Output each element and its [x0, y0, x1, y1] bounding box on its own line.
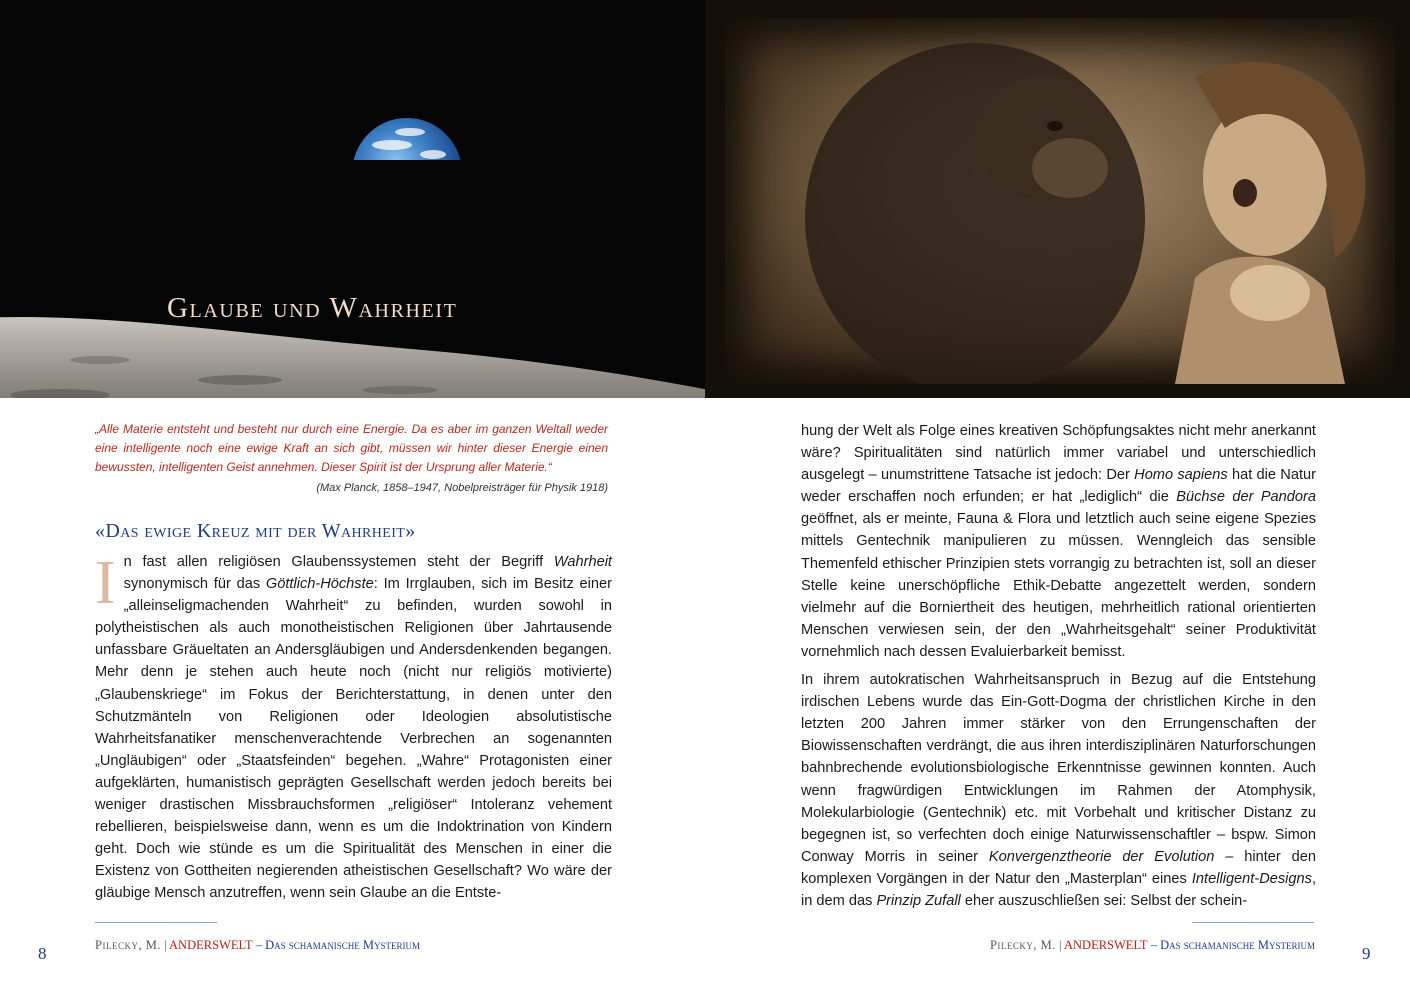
- footer-author: Pilecky, M.: [95, 938, 161, 952]
- emphasis-prinzip-zufall: Prinzip Zufall: [876, 892, 961, 909]
- right-paragraph-1: [801, 420, 1316, 663]
- page-number-right: 9: [1362, 944, 1371, 963]
- emphasis-pandora: Büchse der Pandora: [1176, 489, 1316, 506]
- footer-subtitle: – Das schamanische Mysterium: [1147, 938, 1315, 952]
- text-segment: synonymisch für das: [123, 576, 266, 593]
- emphasis-wahrheit: Wahrheit: [553, 554, 612, 570]
- footer-rule-right: [1192, 922, 1314, 923]
- chapter-title: Glaube und Wahrheit: [167, 292, 458, 324]
- text-segment: hat die Natur weder erschaffen noch erfunden; er hat „lediglich“ die: [801, 467, 1316, 506]
- drop-cap: I: [95, 549, 116, 617]
- footer-separator: |: [160, 938, 170, 952]
- earthrise-image: [0, 0, 705, 398]
- emphasis-konvergenz: Konvergenztheorie der Evolution: [988, 848, 1215, 865]
- page-number-left: 8: [38, 944, 47, 963]
- text-segment: , in dem das: [801, 870, 1316, 909]
- sepia-photo: [725, 18, 1395, 384]
- planck-quote: „Alle Materie entsteht und besteht nur durch eine Energie. Da es aber im ganzen Weltall weder eine intelligente noch eine ewige Kraft an sich gibt, müssen wir hinter dieser Energie einen bewussten, intelligenten Geist annehmen. Dieser Spirit ist der Ursprung aller Materie.“: [95, 422, 608, 474]
- left-paragraph: [95, 551, 612, 905]
- footer-separator: |: [1055, 938, 1064, 952]
- text-segment: – hinter den komplexen Vorgängen in der Natur den „Masterplan“ eines: [801, 848, 1316, 887]
- right-body-column: [801, 420, 1316, 912]
- footer-left: [95, 938, 420, 953]
- text-segment: geöffnet, als er meinte, Fauna & Flora und letztlich auch seine eigene Spezies mittels Gentechnik manipulieren zu müssen. Wenngleich das sensible Themenfeld ethischer Prinzipien stets vorrangig zu betrachten ist, soll an dieser Stelle keine unerschöpfliche Ethik-Debatte angezettelt werden, sondern vielmehr auf die Borniertheit des heutigen, mehrheitlich rational orientierten Menschen verwiesen sein, der den „Wahrheitsgehalt“ seiner Produktivität vornehmlich nach dessen Evaluierbarkeit bemisst.: [801, 511, 1316, 660]
- emphasis-homo-sapiens: Homo sapiens: [1134, 467, 1228, 484]
- footer-subtitle: – Das schamanische Mysterium: [252, 938, 421, 952]
- emphasis-goettlich: Göttlich-Höchste: [265, 576, 374, 593]
- footer-book-title: ANDERSWELT: [169, 938, 253, 952]
- footer-author: Pilecky, M.: [989, 938, 1056, 952]
- left-body-column: [95, 551, 612, 905]
- gorilla-woman-image: [705, 0, 1410, 398]
- text-segment: eher auszuschließen sei: Selbst der schein-: [960, 892, 1248, 909]
- text-segment: In ihrem autokratischen Wahrheitsanspruch in Bezug auf die Entstehung irdischen Lebens wurde das Ein-Gott-Dogma der christlichen Kirche in den letzten 200 Jahren immer stärker von den Errungenschaften der Biowissenschaften verdrängt, die aus ihren interdisziplinären Naturforschungen bahnbrechende evolutionsbiologische Erkenntnisse gewinnen konnten. Auch wenn fragwürdigen Entwicklungen im Rahmen der Atomphysik, Molekularbiologie (Gentechnik) etc. mit Vorbehalt und kritischer Distanz zu begegnen ist, so verfechten doch einige Naturwissenschaftler – bspw. Simon Conway Morris in seiner: [801, 672, 1316, 865]
- section-heading: «Das ewige Kreuz mit der Wahrheit»: [95, 520, 416, 542]
- right-paragraph-2: [801, 669, 1316, 912]
- quote-attribution: (Max Planck, 1858–1947, Nobelpreisträger für Physik 1918): [316, 482, 608, 494]
- text-segment: hung der Welt als Folge eines kreativen Schöpfungsaktes nicht mehr anerkannt wäre? Spiritualitäten sind natürlich immer variabel und unterschiedlich ausgelegt – unumstrittene Tatsache ist jedoch: Der: [801, 423, 1316, 484]
- footer-book-title: ANDERSWELT: [1064, 938, 1148, 952]
- text-segment: n fast allen religiösen Glaubenssystemen steht der Begriff: [123, 554, 554, 570]
- emphasis-intelligent-design: Intelligent-Designs: [1191, 870, 1312, 887]
- footer-right: [990, 938, 1315, 953]
- footer-rule-left: [95, 922, 217, 923]
- text-segment: : Im Irrglauben, sich im Besitz einer „alleinseligmachenden Wahrheit“ zu befinden, wurden sowohl in polytheistischen als auch monotheistischen Religionen über Jahrtausende unfassbare Gräueltaten an Andersgläubigen und Andersdenkenden begangen. Mehr denn je stehen auch heute noch (nicht nur religiös motivierte) „Glaubenskriege“ im Fokus der Berichterstattung, in denen unter den Schutzmänteln von Religionen oder Ideologien absolutistische Wahrheitsfanatiker menschenverachtende Verbrechen an sogenannten „Ungläubigen“ oder „Staatsfeinden“ begehen. „Wahre“ Protagonisten einer aufgeklärten, humanistisch geprägten Gesellschaft werden jedoch bereits bei weniger drastischen Missbrauchsformen „religiöser“ Intoleranz vehement rebellieren, beispielsweise dann, wenn es um die Indoktrination von Kindern geht. Doch wie stünde es um die Spiritualität des Menschen in einer die Existenz von Gottheiten negierenden atheistischen Gesellschaft? Wo wäre der gläubige Mensch anzutreffen, wenn sein Glaube an die Entste-: [95, 576, 612, 902]
